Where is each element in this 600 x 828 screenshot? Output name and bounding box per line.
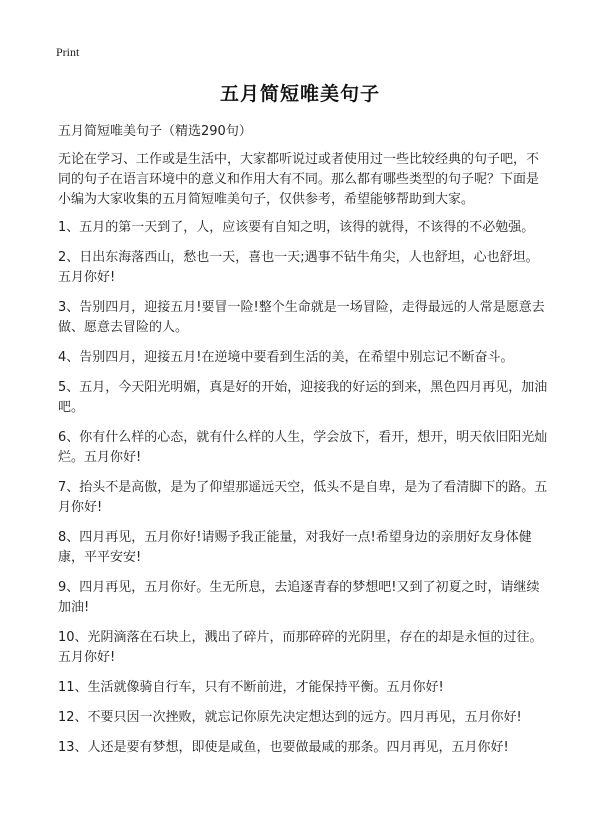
list-item: 3、告别四月，迎接五月!要冒一险!整个生命就是一场冒险，走得最远的人常是愿意去做、愿意去冒险的人。: [58, 300, 545, 335]
page-subtitle: 五月简短唯美句子（精选290句）: [58, 124, 252, 139]
list-item: 10、光阴滴落在石块上，溅出了碎片，而那碎碎的光阴里，存在的却是永恒的过往。五月你好!: [58, 630, 543, 665]
list-item: 2、日出东海落西山，愁也一天，喜也一天;遇事不钻牛角尖，人也舒坦，心也舒坦。五月你好!: [58, 250, 539, 285]
list-item: 5、五月，今天阳光明媚，真是好的开始，迎接我的好运的到来，黑色四月再见，加油吧。: [58, 380, 548, 415]
list-item: 8、四月再见，五月你好!请赐予我正能量，对我好一点!希望身边的亲朋好友身体健康，平平安安!: [58, 530, 532, 565]
print-label: Print: [56, 45, 80, 59]
list-item: 7、抬头不是高傲，是为了仰望那遥远天空，低头不是自卑，是为了看清脚下的路。五月你好!: [58, 480, 548, 515]
document-body: [58, 150, 548, 768]
intro-paragraph: 无论在学习、工作或是生活中，大家都听说过或者使用过一些比较经典的句子吧，不同的句子在语言环境中的意义和作用大有不同。那么都有哪些类型的句子呢？下面是小编为大家收集的五月简短唯美句子，仅供参考，希望能够帮助到大家。: [58, 152, 540, 207]
list-item: 12、不要只因一次挫败，就忘记你原先决定想达到的远方。四月再见，五月你好!: [58, 710, 522, 725]
list-item: 6、你有什么样的心态，就有什么样的人生，学会放下，看开，想开，明天依旧阳光灿烂。五月你好!: [58, 430, 548, 465]
page-title: 五月简短唯美句子: [219, 83, 380, 105]
list-item: 4、告别四月，迎接五月!在逆境中要看到生活的美，在希望中别忘记不断奋斗。: [58, 350, 514, 365]
list-item: 1、五月的第一天到了，人，应该要有自知之明，该得的就得，不该得的不必勉强。: [58, 220, 535, 235]
list-item: 9、四月再见，五月你好。生无所息，去追逐青春的梦想吧!又到了初夏之时，请继续加油!: [58, 580, 540, 615]
list-item: 13、人还是要有梦想，即使是咸鱼，也要做最咸的那条。四月再见，五月你好!: [58, 740, 509, 755]
list-item: 11、生活就像骑自行车，只有不断前进，才能保持平衡。五月你好!: [58, 680, 444, 695]
